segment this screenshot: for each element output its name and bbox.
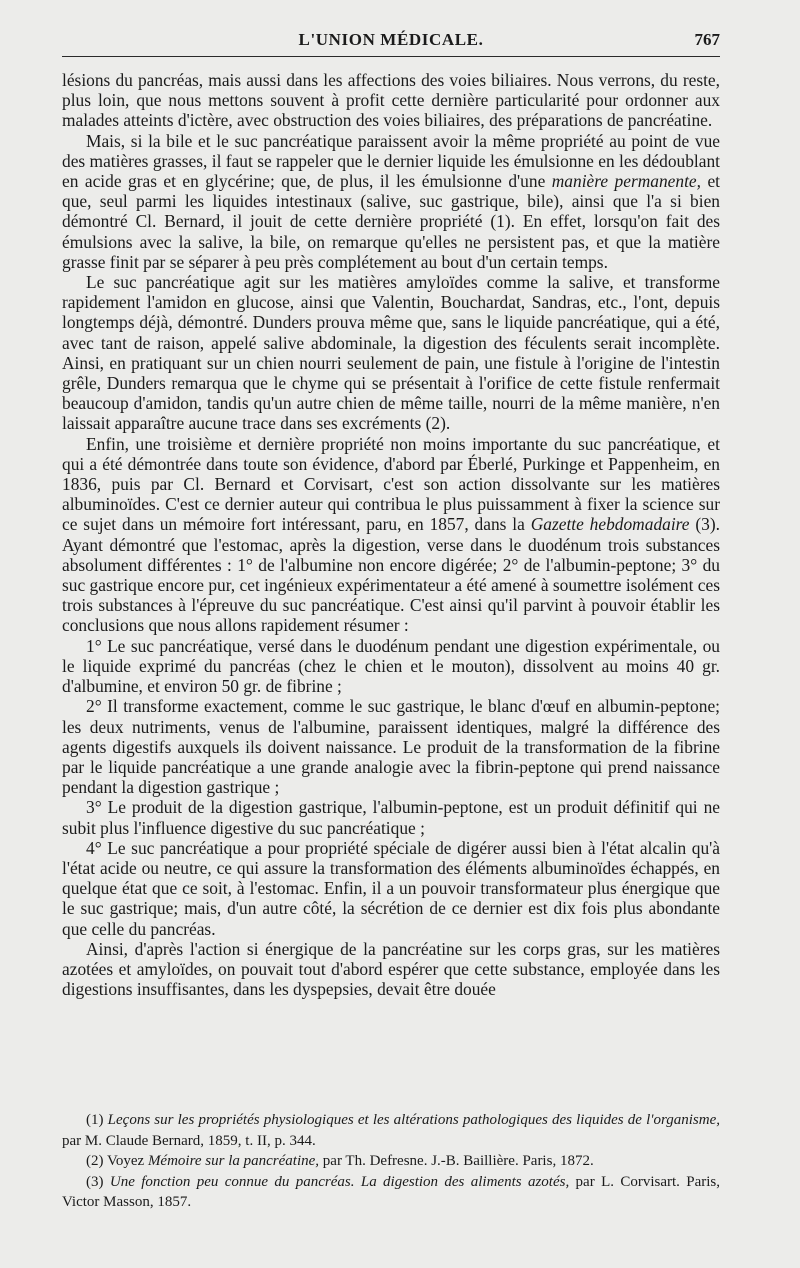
paragraph-7: 3° Le produit de la digestion gastrique, l'albumin-peptone, est un produit définitif qui ne subit plus l'influence digestive du suc pancréatique ; xyxy=(62,797,720,838)
footnotes xyxy=(62,1110,720,1213)
footnote-3-number: (3) xyxy=(86,1173,110,1190)
paragraph-4-emphasis: Gazette hebdomadaire xyxy=(530,514,690,535)
paragraph-3: Le suc pancréatique agit sur les matières amyloïdes comme la salive, et transforme rapidement l'amidon en glucose, ainsi que Valentin, Bouchardat, Sandras, etc., l'ont, depuis longtemps déjà, démontré. Dunders prouva même que, sans le liquide pancréatique, qui a été, avec tant de raison, appelé salive abdominale, la digestion des féculents serait incomplète. Ainsi, en pratiquant sur un chien nourri seulement de pain, une fistule à l'origine de l'intestin grêle, Dunders remarqua que le chyme qui se présentait à l'orifice de cette fistule renfermait beaucoup d'amidon, tandis qu'un autre chien de même taille, nourri de la même manière, n'en laissait apparaître aucune trace dans ses excréments (2). xyxy=(62,272,720,434)
paragraph-2-text-a: Mais, si la bile et le suc pancréatique paraissent avoir la même propriété au point de vue des matières grasses, il faut se rappeler que le dernier liquide les émulsionne en les dédoublant en acide gras et en glycérine; que, de plus, il les émulsionne d'une xyxy=(62,130,720,192)
footnote-2-prefix: (2) Voyez xyxy=(86,1153,148,1169)
body-text xyxy=(62,70,720,999)
footnote-1-title: Leçons sur les propriétés physiologiques et les altérations pathologiques des liquides de l'organisme, xyxy=(107,1112,720,1128)
paragraph-1: lésions du pancréas, mais aussi dans les affections des voies biliaires. Nous verrons, du reste, plus loin, que nous mettons souvent à profit cette dernière particularité pour ordonner aux malades atteints d'ictère, avec obstruction des voies biliaires, des préparations de pancréatine. xyxy=(62,70,720,131)
paragraph-4 xyxy=(62,434,720,636)
footnote-2-source: par Th. Defresne. J.-B. Baillière. Paris, 1872. xyxy=(319,1153,594,1169)
footnote-3-source: par L. Corvisart. Paris, Victor Masson, 1857. xyxy=(62,1173,721,1210)
running-title: L'UNION MÉDICALE. xyxy=(298,30,484,49)
footnote-3 xyxy=(62,1172,720,1213)
page-number: 767 xyxy=(694,30,720,49)
footnote-1 xyxy=(62,1110,720,1151)
footnote-1-source: par M. Claude Bernard, 1859, t. II, p. 344. xyxy=(62,1132,316,1149)
paragraph-8: 4° Le suc pancréatique a pour propriété spéciale de digérer aussi bien à l'état alcalin qu'à l'état acide ou neutre, ce qui assure la transformation des éléments albuminoïdes échappés, en quelque état que ce soit, à l'estomac. Enfin, il a un pouvoir transformateur plus énergique que le suc gastrique; mais, d'un autre côté, la sécrétion de ce dernier est dix fois plus abondante que celle du pancréas. xyxy=(62,837,720,939)
paragraph-2 xyxy=(62,131,720,272)
paragraph-2-emphasis: manière permanente, xyxy=(551,171,701,192)
paragraph-6: 2° Il transforme exactement, comme le suc gastrique, le blanc d'œuf en albumin-peptone; les deux nutriments, venus de l'albumine, paraissent identiques, malgré la différence des agents digestifs auxquels ils doivent naissance. Le produit de la transformation de la fibrine par le liquide pancréatique a une grande analogie avec la fibrin-peptone qui prend naissance pendant la digestion gastrique ; xyxy=(62,696,720,798)
paragraph-5: 1° Le suc pancréatique, versé dans le duodénum pendant une digestion expérimentale, ou le liquide exprimé du pancréas (chez le chien et le mouton), dissolvent au moins 40 gr. d'albumine, et environ 50 gr. de fibrine ; xyxy=(62,635,720,697)
paragraph-9: Ainsi, d'après l'action si énergique de la pancréatine sur les corps gras, sur les matières azotées et amyloïdes, on pouvait tout d'abord espérer que cette substance, employée dans les digestions insuffisantes, dans les dyspepsies, devait être douée xyxy=(62,938,720,1000)
page-header xyxy=(62,30,720,57)
paragraph-4-text-b: (3). Ayant démontré que l'estomac, après la digestion, verse dans le duodénum trois substances absolument différentes : 1° de l'albumine non encore digérée; 2° de l'albumin-peptone; 3° du suc gastrique encore pur, cet ingénieux expérimentateur a été amené à soumettre isolément ces trois substances à l'épreuve du suc pancréatique. C'est ainsi qu'il parvint à pouvoir établir les conclusions que nous allons rapidement résumer : xyxy=(62,514,720,636)
footnote-3-title: Une fonction peu connue du pancréas. La digestion des aliments azotés, xyxy=(109,1173,570,1190)
footnote-2 xyxy=(62,1151,720,1172)
paragraph-2-text-b: et que, seul parmi les liquides intestinaux (salive, suc gastrique, bile), ainsi que l'a si bien démontré Cl. Bernard, il jouit de cette dernière propriété (1). En effet, lorsqu'on fait des émulsions avec la salive, la bile, on remarque qu'elles ne persistent pas, et que la matière grasse finit par se séparer à peu près complétement au bout d'un certain temps. xyxy=(62,171,721,272)
paragraph-4-text-a: Enfin, une troisième et dernière propriété non moins importante du suc pancréatique, et qui a été démontrée dans toute son évidence, d'abord par Éberlé, Purkinge et Pappenheim, en 1836, puis par Cl. Bernard et Corvisart, c'est son action dissolvante sur les matières albuminoïdes. C'est ce dernier auteur qui contribua le plus puissamment à fixer la science sur ce sujet dans un mémoire fort intéressant, paru, en 1857, dans la xyxy=(62,433,720,535)
footnote-1-number: (1) xyxy=(86,1112,108,1128)
footnote-2-title: Mémoire sur la pancréatine, xyxy=(147,1153,320,1169)
